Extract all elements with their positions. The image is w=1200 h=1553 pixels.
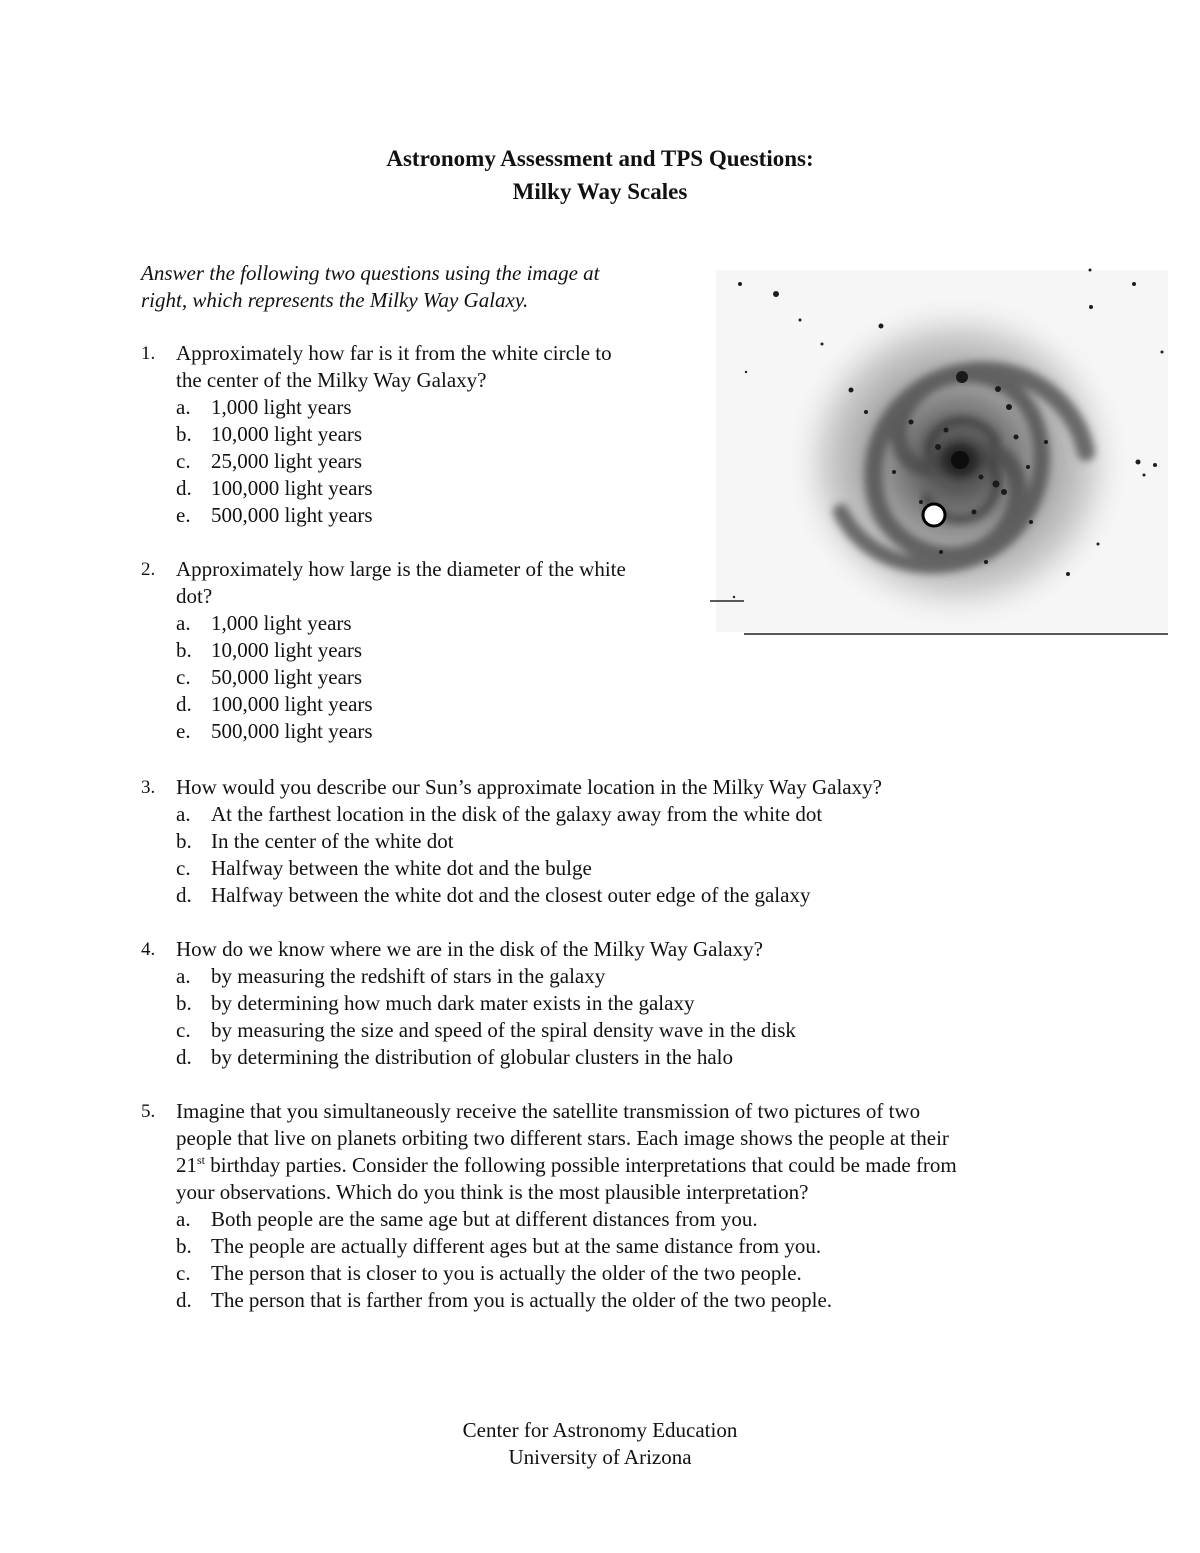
question-3-option-c[interactable] bbox=[141, 855, 882, 882]
question-2-option-b[interactable] bbox=[141, 637, 626, 664]
option-text: 100,000 light years bbox=[211, 692, 373, 716]
question-1-number: 1. bbox=[141, 343, 156, 364]
question-2-text-line-1: Approximately how large is the diameter of the white bbox=[176, 557, 626, 581]
option-letter: b. bbox=[176, 829, 192, 853]
question-5-text-line-3 bbox=[176, 1152, 957, 1179]
question-4-text: How do we know where we are in the disk of the Milky Way Galaxy? bbox=[176, 937, 763, 961]
option-letter: d. bbox=[176, 476, 192, 500]
ordinal-number: 21 bbox=[176, 1153, 197, 1177]
option-letter: c. bbox=[176, 449, 191, 473]
option-text: The people are actually different ages but at the same distance from you. bbox=[211, 1234, 822, 1258]
question-5-stem bbox=[141, 1098, 957, 1206]
option-text: 1,000 light years bbox=[211, 395, 352, 419]
question-1-option-b[interactable] bbox=[141, 421, 612, 448]
option-text: The person that is closer to you is actually the older of the two people. bbox=[211, 1261, 802, 1285]
instructions-line-2: right, which represents the Milky Way Galaxy. bbox=[141, 288, 529, 312]
footer-organization: Center for Astronomy Education bbox=[462, 1418, 738, 1442]
option-letter: d. bbox=[176, 1045, 192, 1069]
question-1 bbox=[141, 340, 612, 529]
question-2-option-a[interactable] bbox=[141, 610, 626, 637]
option-text: 50,000 light years bbox=[211, 665, 363, 689]
instructions-line-1: Answer the following two questions using the image at bbox=[141, 261, 600, 285]
option-letter: c. bbox=[176, 856, 191, 880]
option-letter: b. bbox=[176, 991, 192, 1015]
option-letter: e. bbox=[176, 719, 191, 743]
question-3-option-b[interactable] bbox=[141, 828, 882, 855]
option-text: 25,000 light years bbox=[211, 449, 363, 473]
question-4-stem bbox=[141, 936, 796, 963]
option-letter: c. bbox=[176, 1261, 191, 1285]
question-3-text: How would you describe our Sun’s approximate location in the Milky Way Galaxy? bbox=[176, 775, 882, 799]
option-letter: a. bbox=[176, 611, 191, 635]
question-1-option-a[interactable] bbox=[141, 394, 612, 421]
option-text: Halfway between the white dot and the bulge bbox=[211, 856, 592, 880]
question-1-text-line-1: Approximately how far is it from the white circle to bbox=[176, 341, 612, 365]
option-text: by measuring the size and speed of the spiral density wave in the disk bbox=[211, 1018, 796, 1042]
question-4-option-b[interactable] bbox=[141, 990, 796, 1017]
option-text: At the farthest location in the disk of the galaxy away from the white dot bbox=[211, 802, 823, 826]
question-3-number: 3. bbox=[141, 777, 156, 798]
question-2-stem bbox=[141, 556, 626, 610]
title-line-2: Milky Way Scales bbox=[512, 179, 688, 204]
question-5-text-line-2: people that live on planets orbiting two different stars. Each image shows the people at their bbox=[176, 1126, 949, 1150]
option-letter: a. bbox=[176, 802, 191, 826]
option-text: In the center of the white dot bbox=[211, 829, 454, 853]
question-5-option-d[interactable] bbox=[141, 1287, 957, 1314]
option-text: Both people are the same age but at different distances from you. bbox=[211, 1207, 758, 1231]
option-letter: b. bbox=[176, 1234, 192, 1258]
question-4 bbox=[141, 936, 796, 1071]
footer-university: University of Arizona bbox=[508, 1445, 692, 1469]
question-4-number: 4. bbox=[141, 939, 156, 960]
question-3-stem bbox=[141, 774, 882, 801]
option-letter: e. bbox=[176, 503, 191, 527]
document-title bbox=[0, 142, 1200, 208]
question-2-option-e[interactable] bbox=[141, 718, 626, 745]
option-text: 500,000 light years bbox=[211, 503, 373, 527]
question-3-option-a[interactable] bbox=[141, 801, 882, 828]
option-text: 500,000 light years bbox=[211, 719, 373, 743]
option-letter: c. bbox=[176, 1018, 191, 1042]
question-2-option-c[interactable] bbox=[141, 664, 626, 691]
question-1-option-d[interactable] bbox=[141, 475, 612, 502]
option-text: 100,000 light years bbox=[211, 476, 373, 500]
question-2-option-d[interactable] bbox=[141, 691, 626, 718]
question-2 bbox=[141, 556, 626, 745]
question-5-option-c[interactable] bbox=[141, 1260, 957, 1287]
question-3-option-d[interactable] bbox=[141, 882, 882, 909]
question-3 bbox=[141, 774, 882, 909]
line-3-rest: birthday parties. Consider the following possible interpretations that could be made from bbox=[205, 1153, 957, 1177]
question-4-option-a[interactable] bbox=[141, 963, 796, 990]
option-letter: a. bbox=[176, 395, 191, 419]
option-text: by determining how much dark mater exists in the galaxy bbox=[211, 991, 695, 1015]
instructions bbox=[141, 260, 701, 314]
question-5 bbox=[141, 1098, 957, 1314]
question-5-text-line-1: Imagine that you simultaneously receive the satellite transmission of two pictures of two bbox=[176, 1099, 921, 1123]
option-text: by determining the distribution of globular clusters in the halo bbox=[211, 1045, 733, 1069]
white-circle-marker bbox=[923, 504, 945, 526]
question-1-stem bbox=[141, 340, 612, 394]
title-line-1: Astronomy Assessment and TPS Questions: bbox=[386, 146, 814, 171]
question-5-number: 5. bbox=[141, 1101, 156, 1122]
option-text: The person that is farther from you is actually the older of the two people. bbox=[211, 1288, 833, 1312]
question-2-text-line-2: dot? bbox=[176, 584, 213, 608]
question-5-option-a[interactable] bbox=[141, 1206, 957, 1233]
question-4-option-d[interactable] bbox=[141, 1044, 796, 1071]
option-letter: a. bbox=[176, 964, 191, 988]
option-text: Halfway between the white dot and the closest outer edge of the galaxy bbox=[211, 883, 811, 907]
question-4-option-c[interactable] bbox=[141, 1017, 796, 1044]
question-2-number: 2. bbox=[141, 559, 156, 580]
footer bbox=[0, 1417, 1200, 1471]
option-letter: d. bbox=[176, 692, 192, 716]
option-text: 1,000 light years bbox=[211, 611, 352, 635]
option-letter: b. bbox=[176, 422, 192, 446]
option-text: 10,000 light years bbox=[211, 638, 363, 662]
option-letter: d. bbox=[176, 1288, 192, 1312]
ordinal-suffix: st bbox=[197, 1153, 206, 1167]
question-1-text-line-2: the center of the Milky Way Galaxy? bbox=[176, 368, 487, 392]
question-5-option-b[interactable] bbox=[141, 1233, 957, 1260]
option-letter: a. bbox=[176, 1207, 191, 1231]
option-letter: d. bbox=[176, 883, 192, 907]
option-letter: c. bbox=[176, 665, 191, 689]
question-5-text-line-4: your observations. Which do you think is the most plausible interpretation? bbox=[176, 1180, 809, 1204]
question-1-option-e[interactable] bbox=[141, 502, 612, 529]
question-1-option-c[interactable] bbox=[141, 448, 612, 475]
milky-way-galaxy-image bbox=[706, 262, 1168, 636]
option-letter: b. bbox=[176, 638, 192, 662]
option-text: by measuring the redshift of stars in the galaxy bbox=[211, 964, 606, 988]
option-text: 10,000 light years bbox=[211, 422, 363, 446]
